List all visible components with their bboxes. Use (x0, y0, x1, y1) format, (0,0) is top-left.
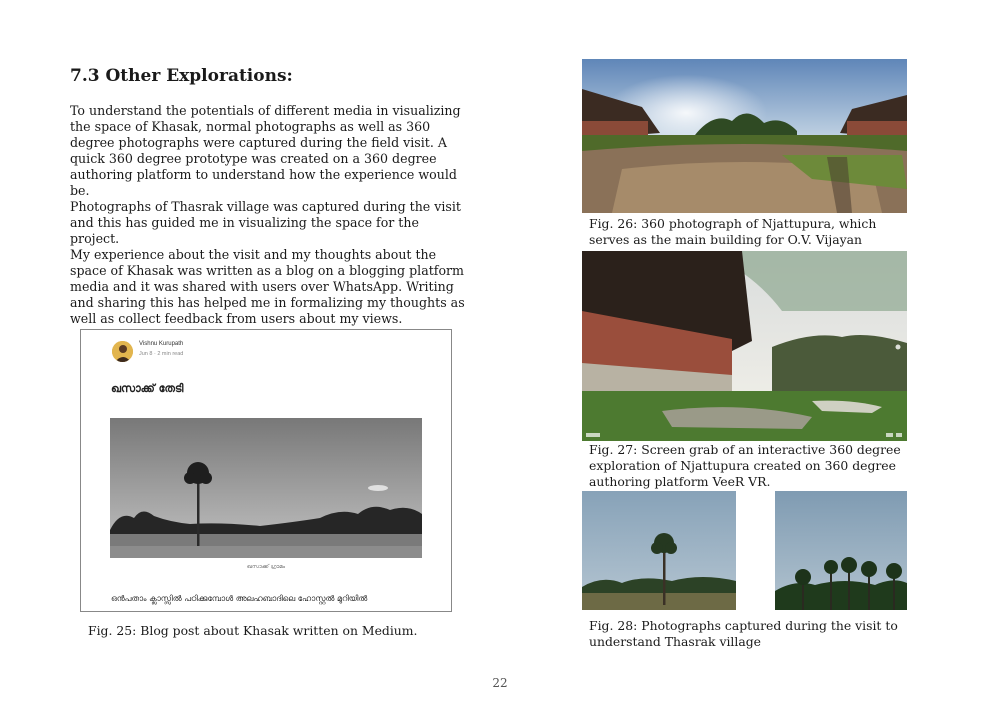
fig26-360-photo (582, 59, 907, 213)
section-heading: 7.3 Other Explorations: (70, 66, 293, 86)
paragraph-blog: My experience about the visit and my thoughts about the space of Khasak was written as a blog on a blogging platform media and it was shared with users over WhatsApp. Writing and sharing this has helped me in formalizing my thoughts as well as collect feedback from users about my views. (70, 247, 465, 326)
blog-author: Vishnu Kurupath (139, 341, 184, 347)
author-avatar (112, 341, 133, 362)
fig26-caption: Fig. 26: 360 photograph of Njattupura, which serves as the main building for O.V. Vijayan (589, 216, 877, 247)
paragraph-thasrak-photos: Photographs of Thasrak village was captured during the visit and this has guided me in visualizing the space for the project. (70, 199, 461, 246)
fig27-360-screengrab (582, 251, 907, 441)
blog-meta: Jun 8 · 2 min read (139, 351, 184, 357)
blog-body-text: ഒൻപതാം ക്ലാസ്സിൽ പഠിക്കുമ്പോൾ അലഹബാദിലെ ഹോസ്റ്റൽ മുറിയിൽ (111, 594, 368, 603)
blog-image-caption: ഖസാക്ക് ഗ്രാമം (246, 564, 286, 570)
fig28-photo-palm-grove (775, 491, 907, 610)
fig28-photo-palm-tree (582, 491, 736, 610)
blog-bw-photo (110, 418, 422, 558)
page-number: 22 (492, 676, 508, 690)
fig28-caption: Fig. 28: Photographs captured during the visit to understand Thasrak village (589, 618, 898, 649)
paragraph-media-exploration: To understand the potentials of different media in visualizing the space of Khasak, normal photographs as well as 360 degree photographs were captured during the field visit. A quick 360 degree prototype was created on a 360 degree authoring platform to understand how the experience would be. (70, 103, 461, 198)
blog-title: ഖസാക്ക് തേടി (111, 382, 184, 395)
fig25-caption: Fig. 25: Blog post about Khasak written on Medium. (88, 623, 418, 638)
fig27-caption: Fig. 27: Screen grab of an interactive 360 degree exploration of Njattupura created on 360 degree authoring platform VeeR VR. (589, 442, 901, 489)
